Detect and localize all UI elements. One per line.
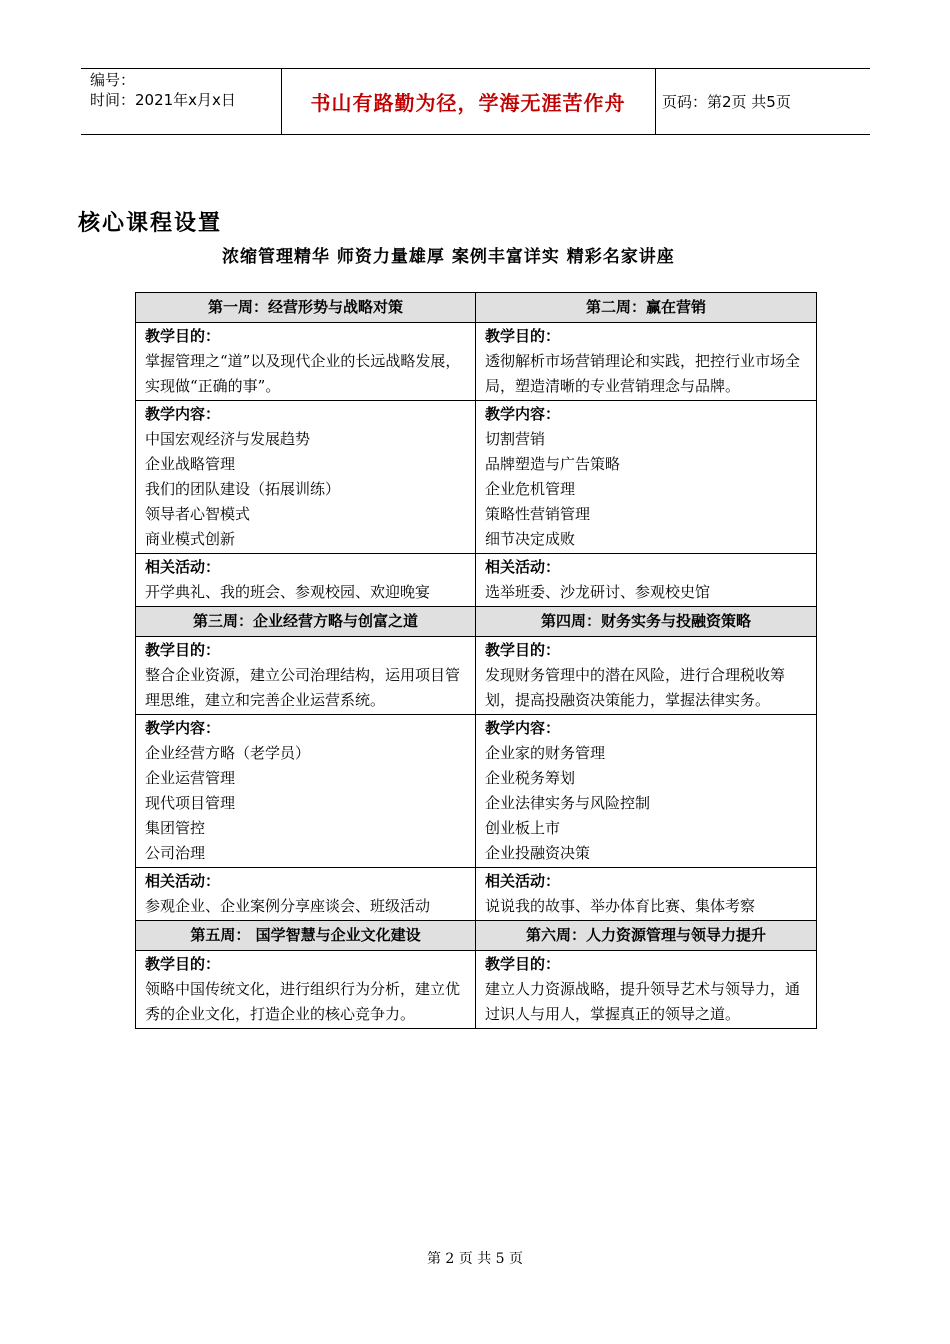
week-title: 第五周： 国学智慧与企业文化建设 (136, 921, 476, 951)
purpose-label: 教学目的： (145, 955, 221, 973)
header-motto: 书山有路勤为径，学海无涯苦作舟 (310, 90, 626, 115)
activities-text: 开学典礼、我的班会、参观校园、欢迎晚宴 (145, 583, 431, 601)
document-number-label: 编号： (90, 71, 136, 89)
content-item: 企业战略管理 (145, 455, 236, 473)
week-title: 第四周：财务实务与投融资策略 (476, 607, 817, 637)
purpose-label: 教学目的： (485, 641, 561, 659)
week-title: 第六周：人力资源管理与领导力提升 (476, 921, 817, 951)
content-item: 企业税务筹划 (485, 769, 576, 787)
content-item: 品牌塑造与广告策略 (485, 455, 621, 473)
header-page-info: 页码：第2页 共5页 (662, 92, 791, 111)
purpose-text: 建立人力资源战略，提升领导艺术与领导力，通过识人与用人，掌握真正的领导之道。 (485, 980, 801, 1023)
activities-cell (476, 554, 817, 607)
header-bottom-rule (81, 134, 870, 135)
content-item: 集团管控 (145, 819, 206, 837)
table-row (136, 921, 817, 951)
content-item: 公司治理 (145, 844, 206, 862)
content-label: 教学内容： (145, 405, 221, 423)
content-cell (476, 715, 817, 868)
table-row (136, 554, 817, 607)
content-item: 创业板上市 (485, 819, 561, 837)
purpose-label: 教学目的： (485, 327, 561, 345)
section-title: 核心课程设置 (78, 211, 223, 236)
header-divider (655, 68, 656, 134)
purpose-cell (136, 637, 476, 715)
table-row (136, 293, 817, 323)
content-label: 教学内容： (485, 405, 561, 423)
content-item: 企业法律实务与风险控制 (485, 794, 651, 812)
table-row (136, 951, 817, 1029)
table-row (136, 868, 817, 921)
content-cell (476, 401, 817, 554)
content-item: 我们的团队建设（拓展训练） (145, 480, 341, 498)
content-cell (136, 401, 476, 554)
content-item: 企业危机管理 (485, 480, 576, 498)
week-title: 第二周：赢在营销 (476, 293, 817, 323)
header-meta (90, 70, 236, 110)
purpose-cell (136, 323, 476, 401)
content-cell (136, 715, 476, 868)
content-item: 切割营销 (485, 430, 546, 448)
content-item: 企业家的财务管理 (485, 744, 606, 762)
course-table (135, 292, 817, 1029)
purpose-cell (136, 951, 476, 1029)
activities-text: 选举班委、沙龙研讨、参观校史馆 (485, 583, 711, 601)
purpose-text: 掌握管理之“道”以及现代企业的长远战略发展，实现做“正确的事”。 (145, 352, 461, 395)
content-label: 教学内容： (145, 719, 221, 737)
activities-cell (476, 868, 817, 921)
activities-label: 相关活动： (485, 872, 561, 890)
activities-label: 相关活动： (145, 558, 221, 576)
purpose-text: 整合企业资源，建立公司治理结构，运用项目管理思维，建立和完善企业运营系统。 (145, 666, 461, 709)
purpose-text: 领略中国传统文化，进行组织行为分析，建立优秀的企业文化，打造企业的核心竞争力。 (145, 980, 461, 1023)
activities-label: 相关活动： (485, 558, 561, 576)
document-date: 时间：2021年x月x日 (90, 91, 236, 109)
table-row (136, 401, 817, 554)
activities-text: 说说我的故事、举办体育比赛、集体考察 (485, 897, 756, 915)
activities-text: 参观企业、企业案例分享座谈会、班级活动 (145, 897, 431, 915)
content-item: 企业运营管理 (145, 769, 236, 787)
purpose-label: 教学目的： (145, 327, 221, 345)
week-title: 第一周：经营形势与战略对策 (136, 293, 476, 323)
week-title: 第三周：企业经营方略与创富之道 (136, 607, 476, 637)
content-item: 细节决定成败 (485, 530, 576, 548)
purpose-cell (476, 637, 817, 715)
purpose-text: 透彻解析市场营销理论和实践，把控行业市场全局，塑造清晰的专业营销理念与品牌。 (485, 352, 801, 395)
content-item: 企业经营方略（老学员） (145, 744, 311, 762)
purpose-text: 发现财务管理中的潜在风险，进行合理税收筹划，提高投融资决策能力，掌握法律实务。 (485, 666, 786, 709)
content-item: 现代项目管理 (145, 794, 236, 812)
activities-cell (136, 554, 476, 607)
content-item: 企业投融资决策 (485, 844, 591, 862)
content-item: 中国宏观经济与发展趋势 (145, 430, 311, 448)
purpose-cell (476, 951, 817, 1029)
purpose-label: 教学目的： (485, 955, 561, 973)
table-row (136, 637, 817, 715)
content-item: 策略性营销管理 (485, 505, 591, 523)
slogan: 浓缩管理精华 师资力量雄厚 案例丰富详实 精彩名家讲座 (222, 247, 675, 267)
activities-label: 相关活动： (145, 872, 221, 890)
table-row (136, 715, 817, 868)
table-row (136, 323, 817, 401)
content-item: 领导者心智模式 (145, 505, 251, 523)
activities-cell (136, 868, 476, 921)
page-footer: 第 2 页 共 5 页 (426, 1251, 524, 1267)
purpose-cell (476, 323, 817, 401)
content-label: 教学内容： (485, 719, 561, 737)
purpose-label: 教学目的： (145, 641, 221, 659)
table-row (136, 607, 817, 637)
content-item: 商业模式创新 (145, 530, 236, 548)
